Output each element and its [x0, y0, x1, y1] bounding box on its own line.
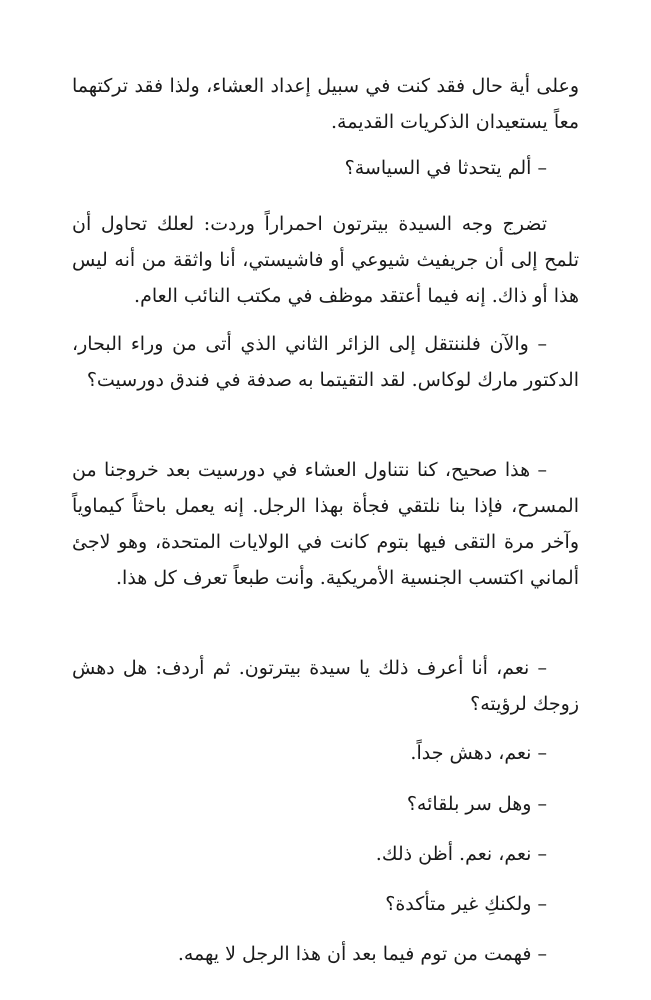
paragraph-9: – نعم، نعم. أظن ذلك. [375, 843, 547, 865]
paragraph-1: وعلى أية حال فقد كنت في سبيل إعداد العشاء، ولذا فقد تركتهما معاً يستعيدان الذكريات القديمة. [72, 75, 579, 133]
paragraph-11: – فهمت من توم فيما بعد أن هذا الرجل لا يهمه. [177, 943, 547, 965]
paragraph-4: – والآن فلننتقل إلى الزائر الثاني الذي أتى من وراء البحار، الدكتور مارك لوكاس. لقد التقيتما به صدفة في فندق دورسيت؟ [72, 333, 579, 391]
paragraph-10: – ولكنكِ غير متأكدة؟ [385, 893, 547, 915]
paragraph-8: – وهل سر بلقائه؟ [406, 793, 547, 815]
paragraph-6: – نعم، أنا أعرف ذلك يا سيدة بيترتون. ثم أردف: هل دهش زوجك لرؤيته؟ [72, 657, 579, 715]
paragraph-2: – ألم يتحدثا في السياسة؟ [344, 157, 547, 179]
paragraph-7: – نعم، دهش جداً. [410, 742, 547, 764]
paragraph-3: تضرج وجه السيدة بيترتون احمراراً وردت: لعلك تحاول أن تلمح إلى أن جريفيث شيوعي أو فاشيستي، أنا واثقة من أنه ليس هذا أو ذاك. إنه فيما أعتقد موظف في مكتب النائب العام. [72, 213, 579, 307]
paragraph-5: – هذا صحيح، كنا نتناول العشاء في دورسيت بعد خروجنا من المسرح، فإذا بنا نلتقي فجأة بهذا الرجل. إنه يعمل باحثاً كيماوياً وآخر مرة التقى فيها بتوم كانت في الولايات المتحدة، وهو لاجئ ألماني اكتسب الجنسية الأمريكية. وأنت طبعاً تعرف كل هذا. [72, 459, 579, 589]
